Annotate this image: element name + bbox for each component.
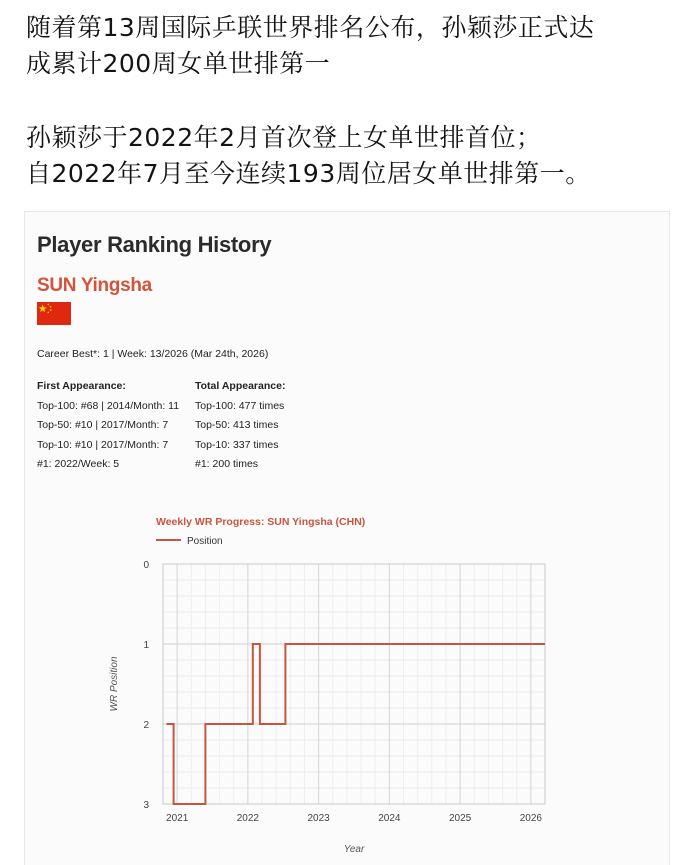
china-flag-icon (37, 302, 71, 325)
total-appearance-row: Top-100: 477 times (195, 399, 285, 412)
first-appearance-row: Top-10: #10 | 2017/Month: 7 (37, 438, 169, 451)
first-appearance-heading: First Appearance: (37, 380, 126, 392)
y-tick-label: 2 (143, 720, 149, 731)
post-text (26, 10, 676, 192)
y-tick-label: 3 (143, 800, 149, 811)
total-appearance (195, 377, 285, 475)
x-tick-label: 2023 (307, 813, 330, 824)
first-appearance-row: #1: 2022/Week: 5 (37, 458, 120, 470)
x-tick-label: 2022 (236, 813, 260, 824)
x-tick-label: 2025 (448, 813, 472, 824)
total-appearance-row: #1: 200 times (195, 458, 259, 470)
x-tick-label: 2026 (519, 813, 542, 824)
post-line: 孙颖莎于2022年2月首次登上女单世排首位； (26, 123, 542, 152)
player-name: SUN Yingsha (37, 275, 152, 296)
plot-frame (163, 564, 545, 804)
x-tick-label: 2024 (378, 813, 401, 824)
card-title: Player Ranking History (37, 232, 272, 257)
post-line: 随着第13周国际乒联世界排名公布，孙颖莎正式达 (26, 13, 595, 42)
career-best: Career Best*: 1 | Week: 13/2026 (Mar 24th, 2026) (37, 348, 269, 360)
chart-title: Weekly WR Progress: SUN Yingsha (CHN) (156, 516, 366, 528)
x-tick-label: 2021 (166, 813, 189, 824)
ranking-history-card[interactable] (24, 211, 670, 865)
post-line: 自2022年7月至今连续193周位居女单世排第一。 (26, 159, 591, 188)
post-line: 成累计200周女单世排第一 (26, 49, 331, 78)
legend-label: Position (187, 536, 223, 547)
x-axis-label: Year (343, 844, 365, 855)
y-axis-label: WR Position (109, 656, 120, 712)
wr-progress-chart (75, 508, 615, 865)
first-appearance (37, 377, 179, 475)
first-appearance-row: Top-100: #68 | 2014/Month: 11 (37, 399, 180, 412)
y-tick-label: 0 (143, 560, 149, 571)
total-appearance-row: Top-10: 337 times (195, 438, 279, 451)
first-appearance-row: Top-50: #10 | 2017/Month: 7 (37, 419, 169, 431)
total-appearance-heading: Total Appearance: (195, 380, 286, 392)
total-appearance-row: Top-50: 413 times (195, 419, 279, 431)
y-tick-label: 1 (143, 640, 149, 651)
